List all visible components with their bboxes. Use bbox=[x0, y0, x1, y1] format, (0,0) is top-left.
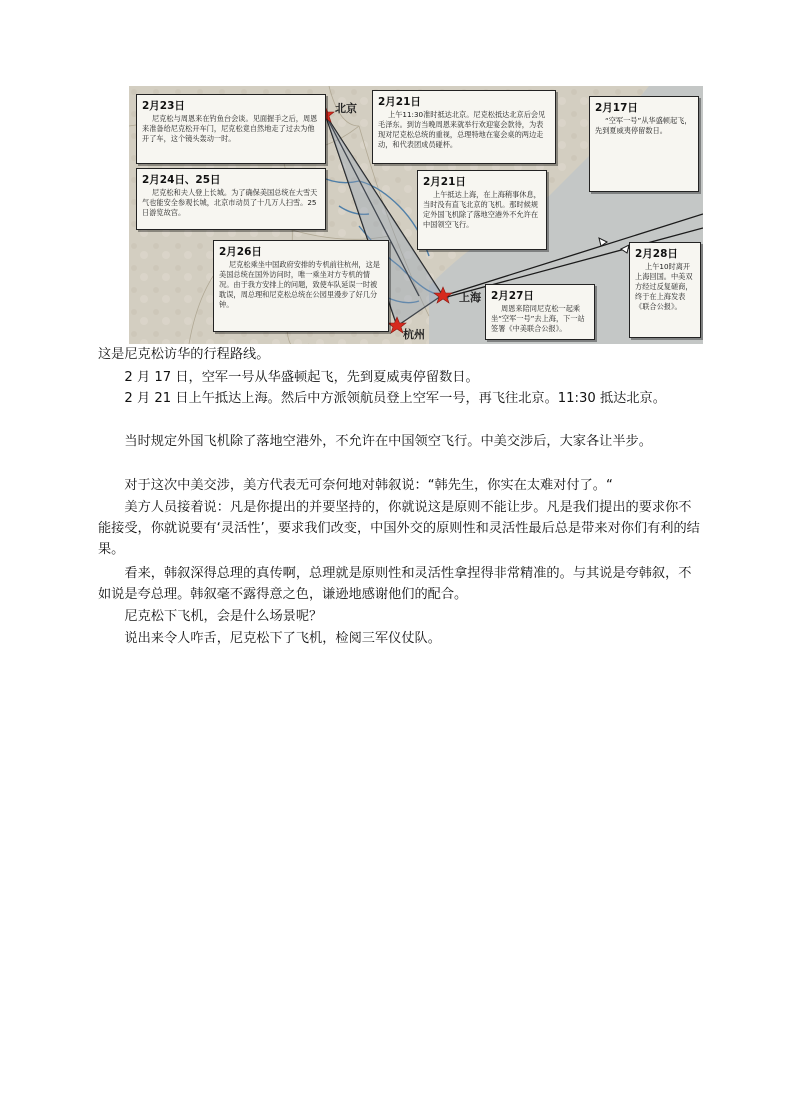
paragraph: 2 月 17 日，空军一号从华盛顿起飞，先到夏威夷停留数日。 bbox=[124, 370, 479, 385]
paragraph: 2 月 21 日上午抵达上海。然后中方派领航员登上空军一号，再飞往北京。11:30 抵达北京。 bbox=[124, 391, 666, 406]
paragraph: 美方人员接着说：凡是你提出的并要坚持的，你就说这是原则不能让步。凡是我们提出的要求你不能接受，你就说要有‘灵活性’，要求我们改变，中国外交的原则性和灵活性最后总是带来对你们有利的结果。 bbox=[98, 500, 700, 557]
paragraph: 尼克松下飞机，会是什么场景呢？ bbox=[124, 609, 323, 624]
callout-feb26 bbox=[213, 240, 389, 332]
callout-text: “空军一号”从华盛顿起飞，先到夏威夷停留数日。 bbox=[595, 116, 692, 135]
caption-paragraph: 这是尼克松访华的行程路线。 bbox=[98, 347, 270, 362]
callout-date: 2月23日 bbox=[142, 100, 185, 112]
callout-date: 2月28日 bbox=[635, 248, 678, 260]
hangzhou-label: 杭州 bbox=[403, 328, 425, 341]
callout-feb21-shanghai bbox=[417, 170, 547, 250]
callout-text: 尼克松和夫人登上长城。为了确保美国总统在大雪天气也能安全参观长城，北京市动员了十几万人扫雪。25日游览故宫。 bbox=[142, 188, 318, 217]
paragraph: 说出来令人咋舌，尼克松下了飞机，检阅三军仪仗队。 bbox=[124, 631, 441, 646]
paragraph: 看来，韩叙深得总理的真传啊，总理就是原则性和灵活性拿捏得非常精准的。与其说是夸韩叙，不如说是夸总理。韩叙毫不露得意之色，谦逊地感谢他们的配合。 bbox=[98, 566, 692, 602]
callout-feb17 bbox=[589, 96, 699, 192]
callout-date: 2月21日 bbox=[378, 96, 421, 108]
callout-feb23 bbox=[136, 94, 326, 164]
callout-text: 上午10时离开上海回国。中美双方经过反复磋商，终于在上海发表《联合公报》。 bbox=[635, 262, 693, 311]
callout-date: 2月26日 bbox=[219, 246, 262, 258]
callout-feb27 bbox=[485, 284, 595, 340]
callout-date: 2月24日、25日 bbox=[142, 174, 221, 186]
callout-text: 周恩来陪同尼克松一起乘坐“空军一号”去上海，下一站签署《中美联合公报》。 bbox=[491, 304, 585, 333]
nixon-route-map bbox=[129, 86, 703, 344]
callout-feb28 bbox=[629, 242, 701, 338]
paragraph: 当时规定外国飞机除了落地空港外，不允许在中国领空飞行。中美交涉后，大家各让半步。 bbox=[124, 434, 652, 449]
callout-text: 尼克松乘坐中国政府安排的专机前往杭州，这是美国总统在国外访问时，唯一乘坐对方专机的情况。由于我方安排上的问题，致使车队延误一时被耽误，周总理和尼克松总统在公园里漫步了好几分钟。 bbox=[219, 260, 380, 309]
callout-text: 上午抵达上海，在上海稍事休息，当时没有直飞北京的飞机。那时候规定外国飞机除了落地空港外不允许在中国领空飞行。 bbox=[423, 190, 541, 229]
beijing-label: 北京 bbox=[335, 102, 357, 115]
callout-feb24-25 bbox=[136, 168, 326, 230]
paragraph: 对于这次中美交涉，美方代表无可奈何地对韩叙说：“韩先生，你实在太难对付了。“ bbox=[124, 478, 613, 493]
callout-date: 2月21日 bbox=[423, 176, 466, 188]
callout-text: 上午11:30准时抵达北京。尼克松抵达北京后会见毛泽东。到访当晚周恩来就举行欢迎宴会款待，为表现对尼克松总统的重视，总理特地在宴会桌的两边走动，和代表团成员碰杯。 bbox=[378, 110, 546, 149]
shanghai-label: 上海 bbox=[459, 291, 481, 304]
callout-feb21-beijing bbox=[372, 90, 556, 164]
callout-date: 2月17日 bbox=[595, 102, 638, 114]
callout-date: 2月27日 bbox=[491, 290, 534, 302]
callout-text: 尼克松与周恩来在钓鱼台会谈。见面握手之后，周恩来准备给尼克松开车门，尼克松竟自然地走了过去为他开了车，这个镜头轰动一时。 bbox=[142, 114, 318, 143]
